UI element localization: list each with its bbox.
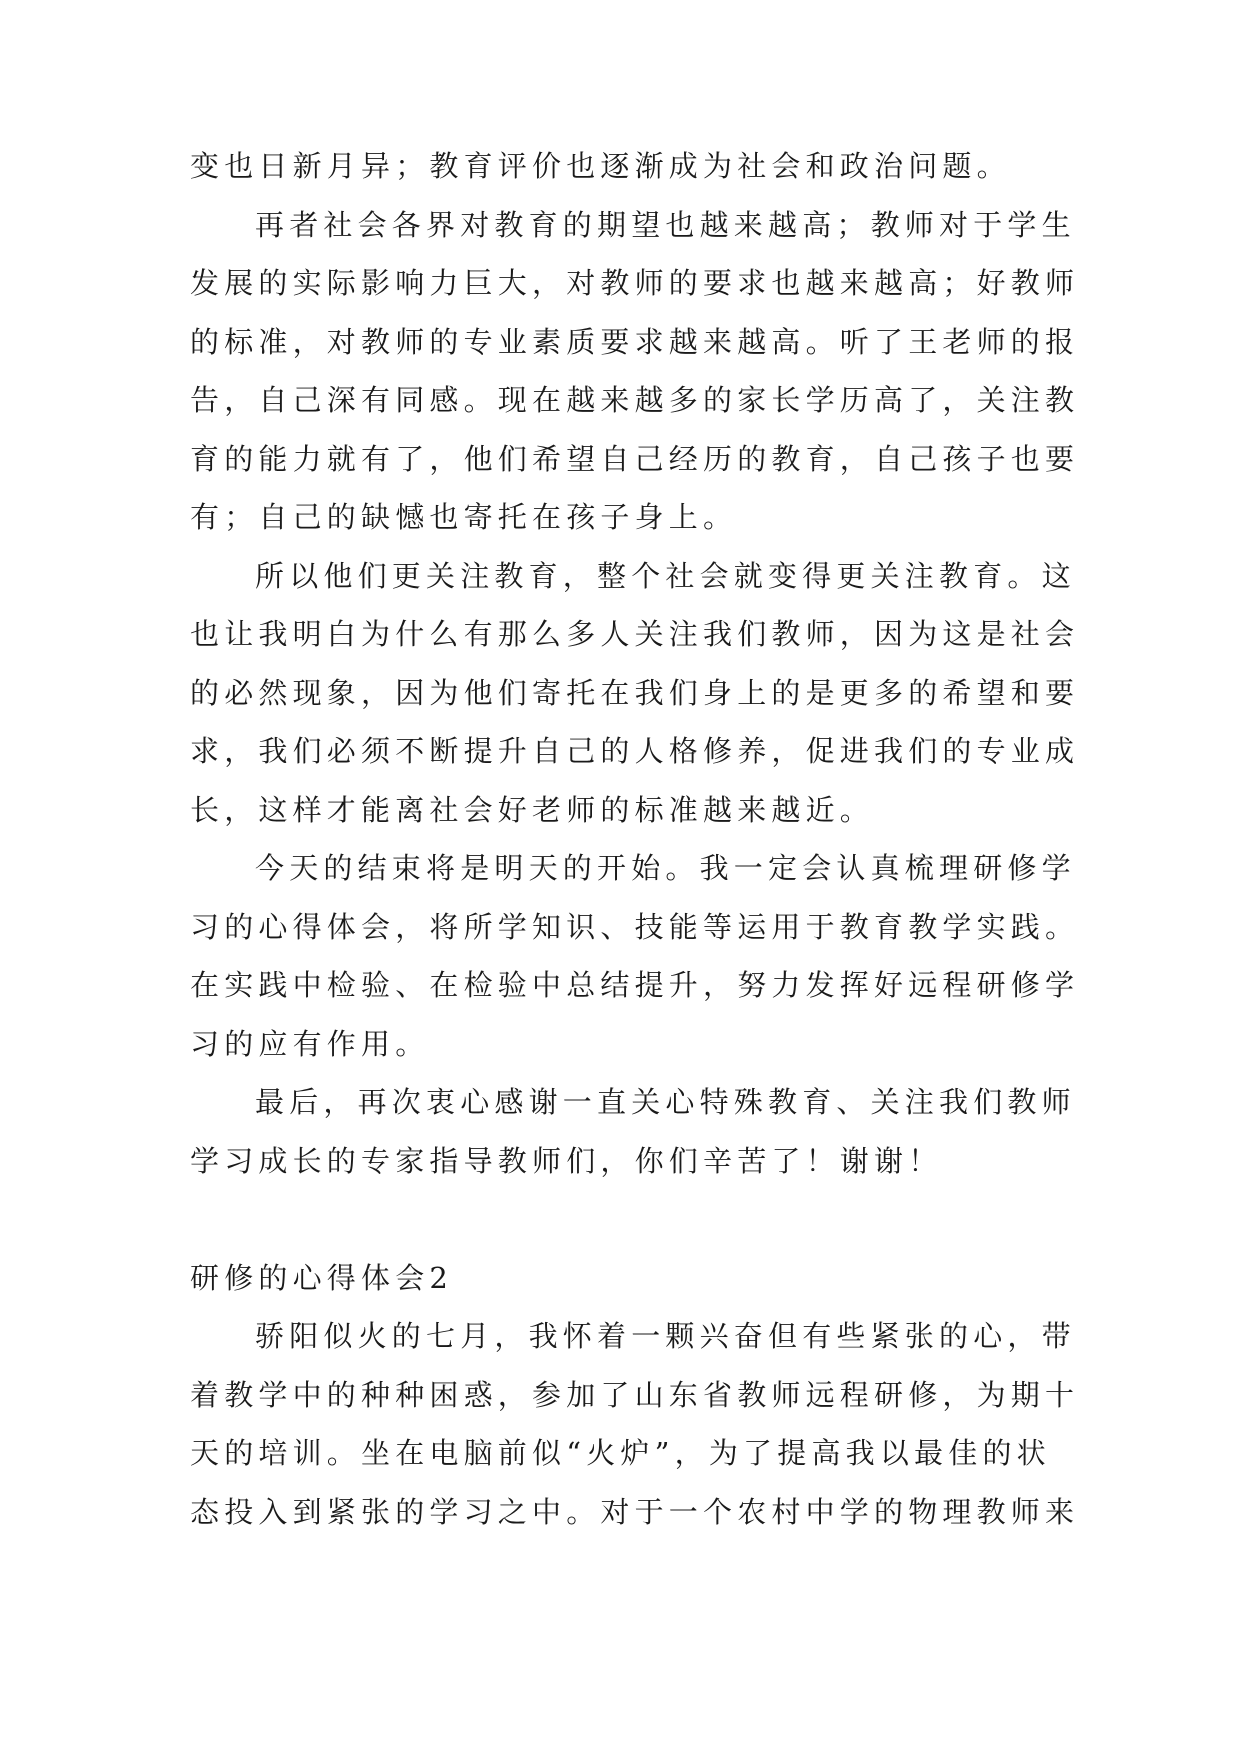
paragraph-line: 发展的实际影响力巨大，对教师的要求也越来越高；好教师 [190,266,1080,300]
paragraph-line: 着教学中的种种困惑，参加了山东省教师远程研修，为期十 [190,1377,1080,1412]
paragraph-line: 天的培训。坐在电脑前似“火炉”，为了提高我以最佳的状 [190,1436,1051,1470]
paragraph-line: 今天的结束将是明天的开始。我一定会认真梳理研修学 [255,851,1076,885]
paragraph-line: 也让我明白为什么有那么多人关注我们教师，因为这是社会 [190,617,1080,651]
section-heading: 研修的心得体会2 [190,1260,454,1295]
paragraph-line: 有；自己的缺憾也寄托在孩子身上。 [190,500,738,534]
paragraph-line: 所以他们更关注教育，整个社会就变得更关注教育。这 [255,558,1076,593]
paragraph-line: 求，我们必须不断提升自己的人格修养，促进我们的专业成 [190,734,1080,768]
paragraph-line: 习的心得体会，将所学知识、技能等运用于教育教学实践。 [190,909,1080,944]
paragraph-line: 骄阳似火的七月，我怀着一颗兴奋但有些紧张的心，带 [255,1319,1076,1353]
paragraph-line: 再者社会各界对教育的期望也越来越高；教师对于学生 [255,207,1076,242]
paragraph-line: 变也日新月异；教育评价也逐渐成为社会和政治问题。 [190,149,1011,183]
paragraph-line: 的必然现象，因为他们寄托在我们身上的是更多的希望和要 [190,675,1080,710]
paragraph-line: 学习成长的专家指导教师们，你们辛苦了！谢谢！ [190,1143,943,1178]
paragraph-line: 在实践中检验、在检验中总结提升，努力发挥好远程研修学 [190,968,1080,1002]
paragraph-line: 的标准，对教师的专业素质要求越来越高。听了王老师的报 [190,324,1080,359]
paragraph-line: 最后，再次衷心感谢一直关心特殊教育、关注我们教师 [255,1085,1076,1119]
paragraph-line: 告，自己深有同感。现在越来越多的家长学历高了，关注教 [190,383,1080,417]
paragraph-line: 育的能力就有了，他们希望自己经历的教育，自己孩子也要 [190,441,1080,476]
paragraph-line: 态投入到紧张的学习之中。对于一个农村中学的物理教师来 [190,1494,1080,1529]
paragraph-line: 习的应有作用。 [190,1026,430,1061]
paragraph-line: 长，这样才能离社会好老师的标准越来越近。 [190,792,875,827]
